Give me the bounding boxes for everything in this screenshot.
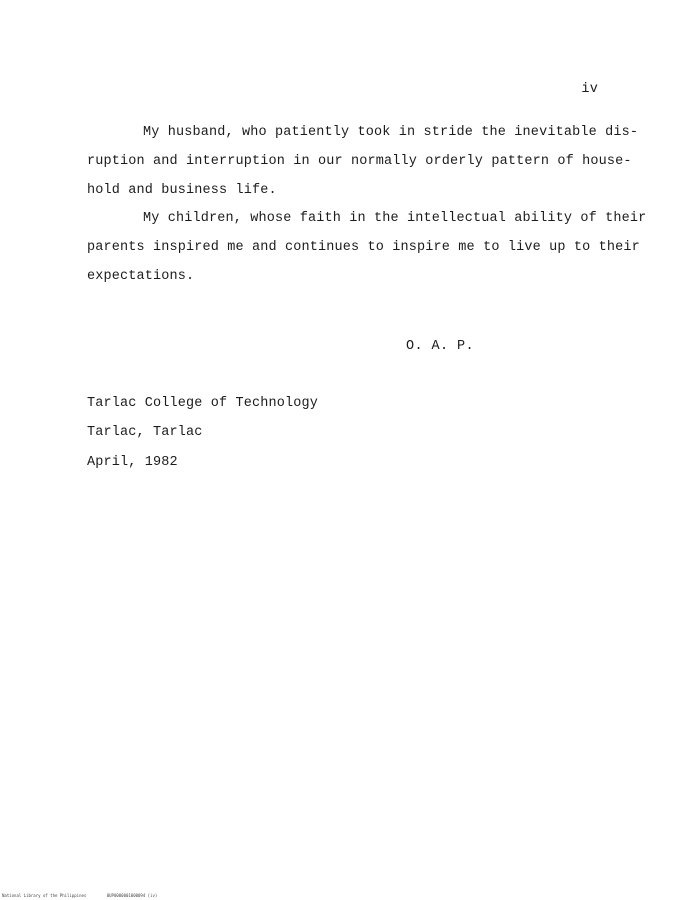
- scan-footer: [2, 893, 175, 898]
- footer-source: National Library of the Philippines: [2, 893, 87, 898]
- body-line-6: expectations.: [87, 269, 195, 284]
- author-initials: O. A. P.: [406, 339, 475, 354]
- body-line-5: parents inspired me and continues to inspire me to live up to their: [87, 240, 640, 255]
- footer-code: 0UP0000001000094 (iv): [106, 893, 158, 898]
- body-line-4: My children, whose faith in the intellectual ability of their: [143, 211, 647, 226]
- page-number: iv: [581, 82, 598, 97]
- institution-name: Tarlac College of Technology: [87, 396, 319, 411]
- body-line-1: My husband, who patiently took in stride the inevitable dis-: [143, 125, 639, 140]
- body-line-2: ruption and interruption in our normally orderly pattern of house-: [87, 154, 632, 169]
- document-date: April, 1982: [87, 455, 178, 470]
- institution-location: Tarlac, Tarlac: [87, 425, 203, 440]
- body-line-3: hold and business life.: [87, 183, 277, 198]
